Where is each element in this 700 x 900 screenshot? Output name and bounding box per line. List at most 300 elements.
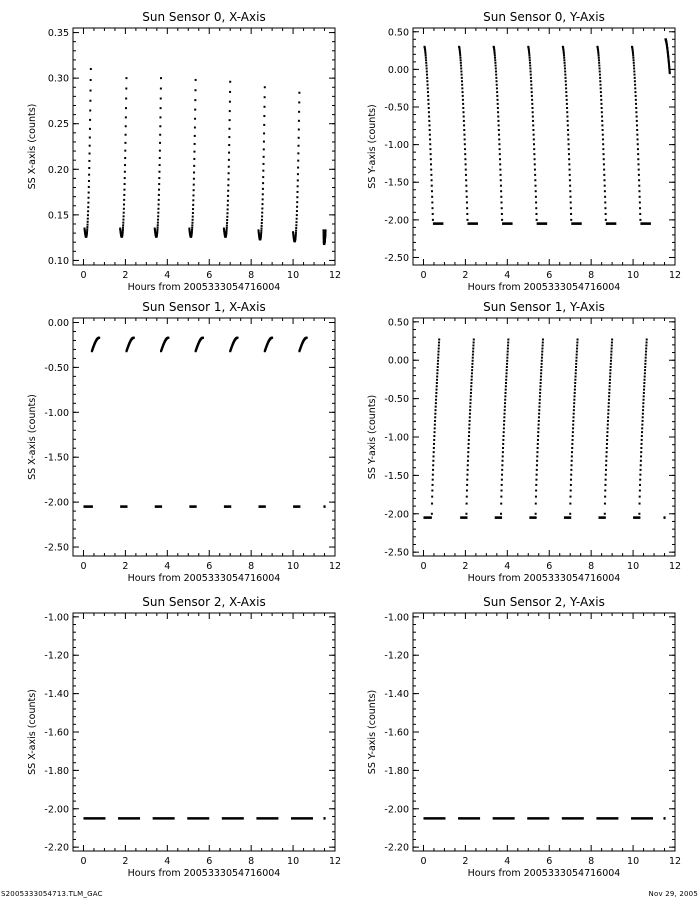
data-point (158, 183, 160, 185)
data-point (537, 431, 539, 433)
data-point (430, 174, 432, 176)
data-point (192, 208, 194, 210)
data-point (540, 366, 542, 368)
data-point (498, 138, 500, 140)
data-point (124, 177, 126, 179)
data-point (604, 207, 606, 209)
data-point (263, 124, 265, 126)
x-tick-label: 12 (668, 270, 682, 281)
data-point (191, 222, 193, 224)
chart-panel-2 (27, 300, 341, 584)
data-point (431, 190, 433, 192)
data-point (606, 435, 608, 437)
data-point (607, 413, 609, 415)
data-point (460, 67, 462, 69)
data-point (431, 185, 433, 187)
data-point (460, 59, 462, 61)
data-point (433, 439, 435, 441)
data-point (494, 62, 496, 64)
chart-title: Sun Sensor 2, X-Axis (142, 595, 266, 609)
y-tick-label: -2.00 (384, 509, 409, 521)
y-tick-label: -1.60 (44, 727, 69, 739)
data-point (433, 455, 435, 457)
data-point (531, 87, 533, 89)
data-point (465, 174, 467, 176)
data-point (633, 65, 635, 67)
data-point (570, 219, 572, 221)
x-tick-label: 0 (420, 270, 427, 281)
data-point (564, 67, 566, 69)
data-point (609, 369, 611, 371)
data-point (601, 107, 603, 109)
data-point (167, 337, 169, 339)
data-point (573, 399, 575, 401)
data-point (124, 142, 126, 144)
data-point (570, 490, 572, 492)
data-point (564, 74, 566, 76)
data-point (122, 219, 124, 221)
data-point (572, 427, 574, 429)
data-point (160, 88, 162, 90)
data-point (609, 376, 611, 378)
data-point (640, 469, 642, 471)
data-point (193, 151, 195, 153)
data-point (635, 111, 637, 113)
data-point (426, 74, 428, 76)
x-tick-label: 4 (504, 270, 511, 281)
y-tick-label: 0.10 (47, 255, 69, 267)
y-tick-label: 0.30 (47, 73, 69, 85)
data-point (157, 224, 159, 226)
data-point (539, 389, 541, 391)
data-point (602, 148, 604, 150)
data-point (610, 366, 612, 368)
data-point (605, 469, 607, 471)
data-point (606, 443, 608, 445)
chart-panel-3 (367, 300, 681, 584)
data-point (597, 52, 599, 54)
data-point (534, 169, 536, 171)
data-point (157, 219, 159, 221)
data-point (535, 190, 537, 192)
data-point (607, 420, 609, 422)
data-point (158, 203, 160, 205)
data-point (600, 103, 602, 105)
data-point (539, 392, 541, 394)
data-point (156, 231, 158, 233)
data-point (88, 186, 90, 188)
data-point (566, 107, 568, 109)
data-point (125, 134, 127, 136)
data-point (575, 366, 577, 368)
data-point (89, 153, 91, 155)
data-point (193, 184, 195, 186)
x-tick-label: 6 (206, 270, 213, 281)
x-tick-label: 0 (80, 270, 87, 281)
data-point (123, 208, 125, 210)
data-point (636, 134, 638, 136)
data-point (435, 402, 437, 404)
data-point (504, 406, 506, 408)
data-point (532, 111, 534, 113)
data-point (125, 77, 127, 79)
data-point (542, 341, 544, 343)
data-point (496, 80, 498, 82)
data-point (438, 341, 440, 343)
data-point (88, 167, 90, 169)
data-point (639, 207, 641, 209)
data-point (535, 490, 537, 492)
data-point (565, 87, 567, 89)
data-point (125, 98, 127, 100)
y-tick-label: 0.50 (387, 27, 409, 39)
data-point (504, 413, 506, 415)
y-axis-label: SS Y-axis (counts) (367, 689, 378, 775)
data-point (506, 366, 508, 368)
data-point (645, 347, 647, 349)
data-point (574, 385, 576, 387)
data-point (529, 65, 531, 67)
data-point (602, 129, 604, 131)
data-point (438, 344, 440, 346)
data-point (262, 198, 264, 200)
data-point (432, 213, 434, 215)
data-point (228, 172, 230, 174)
data-point (569, 179, 571, 181)
data-point (429, 148, 431, 150)
data-point (227, 204, 229, 206)
data-point (569, 169, 571, 171)
data-point (529, 62, 531, 64)
data-point (429, 129, 431, 131)
data-point (600, 87, 602, 89)
data-point (608, 392, 610, 394)
data-point (263, 115, 265, 117)
data-point (122, 227, 124, 229)
data-point (506, 360, 508, 362)
data-point (123, 215, 125, 217)
data-point (639, 213, 641, 215)
data-point (431, 490, 433, 492)
plot-frame (413, 28, 675, 265)
data-point (471, 372, 473, 374)
data-point (575, 363, 577, 365)
y-tick-label: 0.00 (387, 355, 409, 367)
data-point (635, 107, 637, 109)
y-tick-label: -0.50 (44, 362, 69, 374)
data-point (570, 479, 572, 481)
data-points (423, 339, 665, 518)
data-point (431, 179, 433, 181)
data-point (575, 360, 577, 362)
data-point (533, 148, 535, 150)
data-point (323, 233, 325, 235)
data-point (637, 143, 639, 145)
data-point (192, 204, 194, 206)
data-point (228, 136, 230, 138)
data-point (504, 409, 506, 411)
data-point (468, 424, 470, 426)
data-point (568, 153, 570, 155)
data-point (644, 366, 646, 368)
x-tick-label: 10 (627, 270, 640, 281)
data-point (472, 347, 474, 349)
data-point (533, 153, 535, 155)
data-point (471, 366, 473, 368)
data-point (437, 363, 439, 365)
data-point (193, 165, 195, 167)
data-point (505, 385, 507, 387)
data-point (576, 341, 578, 343)
data-point (530, 74, 532, 76)
data-point (296, 206, 298, 208)
data-point (573, 402, 575, 404)
data-point (427, 99, 429, 101)
data-point (498, 143, 500, 145)
data-point (532, 129, 534, 131)
data-point (297, 185, 299, 187)
data-point (633, 62, 635, 64)
data-points (424, 38, 671, 223)
data-point (263, 163, 265, 165)
data-point (599, 74, 601, 76)
data-point (533, 143, 535, 145)
data-point (436, 372, 438, 374)
data-point (598, 62, 600, 64)
data-point (571, 447, 573, 449)
data-point (598, 55, 600, 57)
data-point (467, 447, 469, 449)
y-tick-label: -2.00 (384, 804, 409, 816)
data-point (607, 416, 609, 418)
data-point (466, 201, 468, 203)
data-point (431, 196, 433, 198)
data-point (464, 153, 466, 155)
data-point (87, 224, 89, 226)
data-point (574, 382, 576, 384)
data-point (607, 427, 609, 429)
data-point (575, 376, 577, 378)
data-point (572, 424, 574, 426)
data-point (602, 138, 604, 140)
x-tick-label: 12 (668, 561, 682, 572)
x-axis-label: Hours from 2005333054716004 (467, 573, 621, 584)
data-point (574, 379, 576, 381)
data-point (569, 196, 571, 198)
data-point (632, 57, 634, 59)
data-point (297, 179, 299, 181)
data-point (436, 389, 438, 391)
data-point (156, 229, 158, 231)
data-point (501, 474, 503, 476)
data-point (497, 120, 499, 122)
y-tick-label: -2.50 (384, 547, 409, 559)
x-tick-label: 6 (546, 561, 553, 572)
data-point (502, 451, 504, 453)
data-point (467, 460, 469, 462)
data-point (122, 224, 124, 226)
data-point (87, 206, 89, 208)
data-point (124, 171, 126, 173)
data-point (472, 344, 474, 346)
data-point (431, 201, 433, 203)
data-point (608, 389, 610, 391)
data-point (468, 439, 470, 441)
x-tick-label: 12 (328, 561, 342, 572)
data-point (642, 413, 644, 415)
data-point (473, 341, 475, 343)
y-axis-label: SS Y-axis (counts) (367, 104, 378, 189)
data-point (577, 339, 579, 341)
data-point (295, 224, 297, 226)
data-point (260, 230, 262, 232)
y-tick-label: -1.50 (44, 452, 69, 464)
data-point (639, 479, 641, 481)
data-point (462, 111, 464, 113)
data-point (500, 174, 502, 176)
data-point (503, 427, 505, 429)
data-point (567, 134, 569, 136)
data-point (159, 142, 161, 144)
data-point (603, 153, 605, 155)
chart-panel-1 (367, 10, 681, 293)
data-point (610, 360, 612, 362)
data-point (297, 152, 299, 154)
data-point (123, 199, 125, 201)
data-point (469, 413, 471, 415)
data-point (123, 203, 125, 205)
data-point (565, 84, 567, 86)
data-point (159, 157, 161, 159)
data-point (603, 163, 605, 165)
data-point (461, 84, 463, 86)
data-point (159, 125, 161, 127)
data-point (295, 234, 297, 236)
data-point (427, 91, 429, 93)
data-point (505, 389, 507, 391)
data-point (539, 385, 541, 387)
y-axis-label: SS X-axis (counts) (27, 103, 38, 190)
y-tick-label: -1.40 (384, 689, 409, 701)
data-point (531, 99, 533, 101)
data-point (297, 160, 299, 162)
y-tick-label: -0.50 (384, 394, 409, 406)
data-point (88, 197, 90, 199)
data-point (564, 65, 566, 67)
data-point (637, 148, 639, 150)
data-point (495, 70, 497, 72)
data-point (298, 111, 300, 113)
data-point (598, 57, 600, 59)
data-point (470, 385, 472, 387)
data-point (530, 77, 532, 79)
data-point (604, 503, 606, 505)
data-point (634, 91, 636, 93)
data-point (471, 369, 473, 371)
data-point (633, 59, 635, 61)
data-point (428, 107, 430, 109)
data-point (465, 179, 467, 181)
data-point (229, 81, 231, 83)
data-point (466, 503, 468, 505)
x-tick-label: 0 (80, 561, 87, 572)
data-point (123, 212, 125, 214)
data-point (530, 84, 532, 86)
data-point (431, 503, 433, 505)
data-point (494, 57, 496, 59)
data-point (428, 111, 430, 113)
chart-panel-4 (27, 595, 341, 879)
data-point (226, 216, 228, 218)
data-point (432, 469, 434, 471)
data-point (605, 213, 607, 215)
data-point (598, 65, 600, 67)
data-point (296, 214, 298, 216)
data-point (571, 460, 573, 462)
data-point (124, 164, 126, 166)
data-point (193, 178, 195, 180)
x-tick-label: 0 (420, 561, 427, 572)
data-point (465, 185, 467, 187)
data-point (500, 185, 502, 187)
data-point (88, 180, 90, 182)
data-point (606, 447, 608, 449)
data-point (497, 116, 499, 118)
data-point (537, 443, 539, 445)
data-point (634, 74, 636, 76)
data-point (599, 67, 601, 69)
data-point (158, 189, 160, 191)
data-point (432, 207, 434, 209)
data-point (669, 72, 671, 74)
data-point (264, 86, 266, 88)
data-point (158, 171, 160, 173)
data-point (430, 158, 432, 160)
data-point (641, 431, 643, 433)
data-point (535, 503, 537, 505)
data-point (536, 474, 538, 476)
data-point (157, 227, 159, 229)
plot-frame (413, 613, 675, 851)
data-point (574, 392, 576, 394)
data-point (87, 214, 89, 216)
data-point (536, 460, 538, 462)
data-point (507, 347, 509, 349)
data-point (501, 464, 503, 466)
data-point (426, 67, 428, 69)
data-point (261, 219, 263, 221)
data-point (641, 439, 643, 441)
data-point (465, 169, 467, 171)
data-point (633, 70, 635, 72)
x-tick-label: 0 (420, 856, 427, 867)
data-point (570, 474, 572, 476)
data-point (566, 116, 568, 118)
data-point (194, 109, 196, 111)
x-axis-label: Hours from 2005333054716004 (127, 573, 281, 584)
data-point (638, 190, 640, 192)
data-point (466, 479, 468, 481)
data-point (608, 406, 610, 408)
data-point (461, 87, 463, 89)
data-point (604, 179, 606, 181)
data-point (576, 351, 578, 353)
data-point (435, 409, 437, 411)
data-point (503, 416, 505, 418)
data-point (438, 351, 440, 353)
data-point (88, 160, 90, 162)
plot-frame (73, 318, 335, 556)
